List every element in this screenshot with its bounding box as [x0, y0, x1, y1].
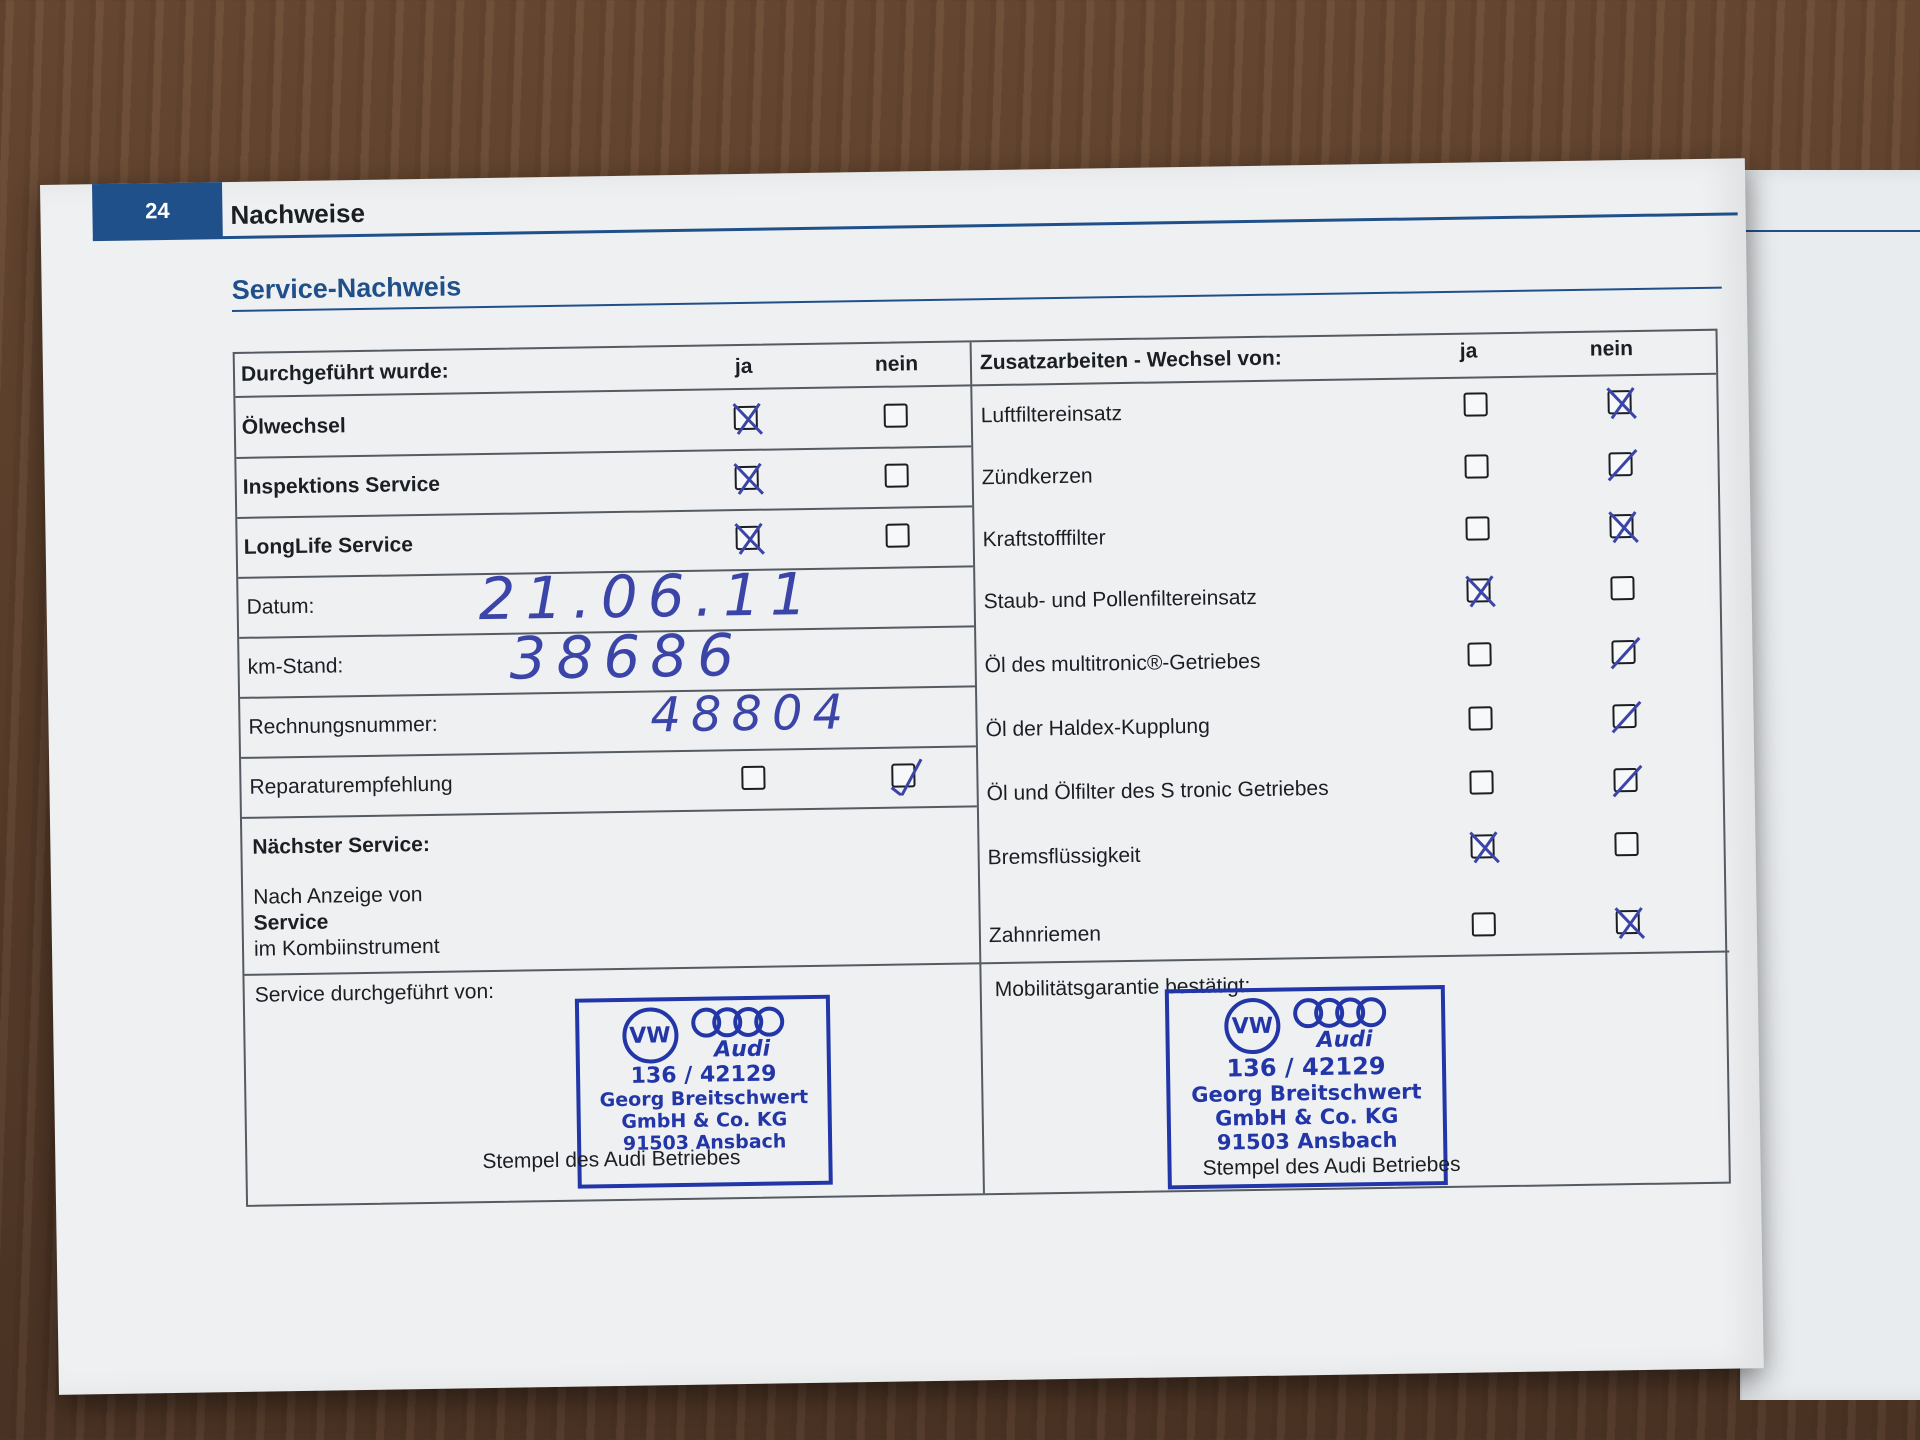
stamp-brand: Audi: [713, 1036, 771, 1063]
zahnriemen-ja-checkbox[interactable]: [1472, 912, 1496, 936]
zahnriemen-nein-checkbox[interactable]: [1616, 910, 1640, 934]
page-number: 24: [92, 182, 223, 240]
zuendkerzen-nein-checkbox[interactable]: [1608, 452, 1632, 476]
row-divider: [237, 505, 972, 518]
pollenfilter-nein-checkbox[interactable]: [1610, 576, 1634, 600]
form-header: [235, 331, 1717, 398]
audi-rings-icon: [1302, 996, 1386, 1027]
stamp-company: Georg Breitschwert: [599, 1086, 809, 1112]
next-service-line2: Service: [253, 910, 329, 935]
bremsfluessigkeit-ja-checkbox[interactable]: [1470, 834, 1494, 858]
left-header-title: Durchgeführt wurde:: [240, 359, 449, 386]
row-divider: [244, 951, 1729, 976]
inspektion-ja-checkbox[interactable]: [735, 466, 759, 490]
longlife-ja-checkbox[interactable]: [735, 526, 759, 550]
longlife-nein-checkbox[interactable]: [885, 523, 909, 547]
item-zahnriemen-label: Zahnriemen: [988, 922, 1102, 948]
stamp-city: 91503 Ansbach: [1216, 1127, 1398, 1155]
left-header-nein: nein: [874, 352, 919, 376]
multitronic-ja-checkbox[interactable]: [1467, 642, 1491, 666]
reparatur-ja-checkbox[interactable]: [741, 766, 765, 790]
stamp-number: 136 / 42129: [630, 1061, 777, 1089]
bremsfluessigkeit-nein-checkbox[interactable]: [1614, 832, 1638, 856]
right-header-ja: ja: [1459, 339, 1478, 363]
adjacent-page: [1740, 170, 1920, 1400]
km-label: km-Stand:: [247, 654, 344, 679]
item-haldex-label: Öl der Haldex-Kupplung: [985, 714, 1210, 742]
haldex-ja-checkbox[interactable]: [1468, 706, 1492, 730]
zuendkerzen-ja-checkbox[interactable]: [1464, 454, 1488, 478]
row-divider: [241, 745, 976, 758]
item-kraftstofffilter-label: Kraftstofffilter: [982, 526, 1106, 552]
reparatur-nein-checkbox[interactable]: [891, 763, 915, 787]
rechnung-value[interactable]: 48804: [649, 684, 854, 744]
next-service-title: Nächster Service:: [252, 832, 431, 859]
oelwechsel-ja-checkbox[interactable]: [734, 406, 758, 430]
service-form: [233, 329, 1731, 1207]
item-stronic-label: Öl und Ölfilter des S tronic Getriebes: [986, 776, 1329, 806]
oelwechsel-nein-checkbox[interactable]: [884, 403, 908, 427]
item-bremsfluessigkeit-label: Bremsflüssigkeit: [987, 843, 1141, 870]
datum-label: Datum:: [246, 594, 315, 619]
item-zuendkerzen-label: Zündkerzen: [981, 464, 1093, 490]
audi-rings-icon: [699, 1006, 783, 1037]
item-multitronic-label: Öl des multitronic®-Getriebes: [984, 649, 1261, 678]
vw-logo-icon: VW: [621, 1007, 678, 1064]
right-header-title: Zusatzarbeiten - Wechsel von:: [979, 346, 1282, 375]
row-divider: [242, 805, 977, 818]
rechnung-label: Rechnungsnummer:: [248, 712, 438, 739]
multitronic-nein-checkbox[interactable]: [1611, 640, 1635, 664]
kraftstofffilter-nein-checkbox[interactable]: [1609, 514, 1633, 538]
luftfilter-nein-checkbox[interactable]: [1607, 390, 1631, 414]
item-luftfilter-label: Luftfiltereinsatz: [980, 402, 1123, 428]
vw-logo-icon: VW: [1224, 998, 1281, 1055]
next-service-line3: im Kombiinstrument: [253, 934, 440, 961]
next-service-line1: Nach Anzeige von: [253, 883, 423, 909]
service-inspektion-label: Inspektions Service: [242, 472, 441, 499]
pollenfilter-ja-checkbox[interactable]: [1466, 578, 1490, 602]
reparatur-label: Reparaturempfehlung: [249, 772, 453, 799]
mobility-label: Mobilitätsgarantie bestätigt:: [994, 974, 1251, 1002]
row-divider: [236, 445, 971, 458]
stronic-ja-checkbox[interactable]: [1469, 770, 1493, 794]
stamp-brand: Audi: [1316, 1026, 1373, 1053]
chapter-title: Nachweise: [230, 197, 366, 231]
inspektion-nein-checkbox[interactable]: [884, 463, 908, 487]
stamp-company: Georg Breitschwert: [1191, 1079, 1422, 1108]
luftfilter-ja-checkbox[interactable]: [1463, 392, 1487, 416]
booklet-page: [40, 158, 1764, 1395]
section-title: Service-Nachweis: [231, 271, 462, 306]
service-oelwechsel-label: Ölwechsel: [241, 414, 346, 439]
km-value[interactable]: 38686: [508, 621, 745, 693]
right-header-nein: nein: [1589, 337, 1634, 361]
item-pollenfilter-label: Staub- und Pollenfiltereinsatz: [983, 585, 1257, 614]
left-header-ja: ja: [734, 354, 753, 379]
haldex-nein-checkbox[interactable]: [1612, 704, 1636, 728]
datum-value[interactable]: 21.06.11: [478, 559, 818, 634]
stronic-nein-checkbox[interactable]: [1613, 768, 1637, 792]
stamp-legal: GmbH & Co. KG: [621, 1108, 788, 1133]
service-longlife-label: LongLife Service: [243, 533, 414, 559]
stamp-number: 136 / 42129: [1226, 1051, 1386, 1083]
stamp-caption-right: Stempel des Audi Betriebes: [1202, 1152, 1461, 1180]
stamp-legal: GmbH & Co. KG: [1214, 1103, 1399, 1131]
stamp-caption-left: Stempel des Audi Betriebes: [482, 1146, 741, 1174]
performed-by-label: Service durchgeführt von:: [254, 979, 495, 1007]
kraftstofffilter-ja-checkbox[interactable]: [1465, 516, 1489, 540]
stamp-city: 91503 Ansbach: [622, 1130, 787, 1155]
